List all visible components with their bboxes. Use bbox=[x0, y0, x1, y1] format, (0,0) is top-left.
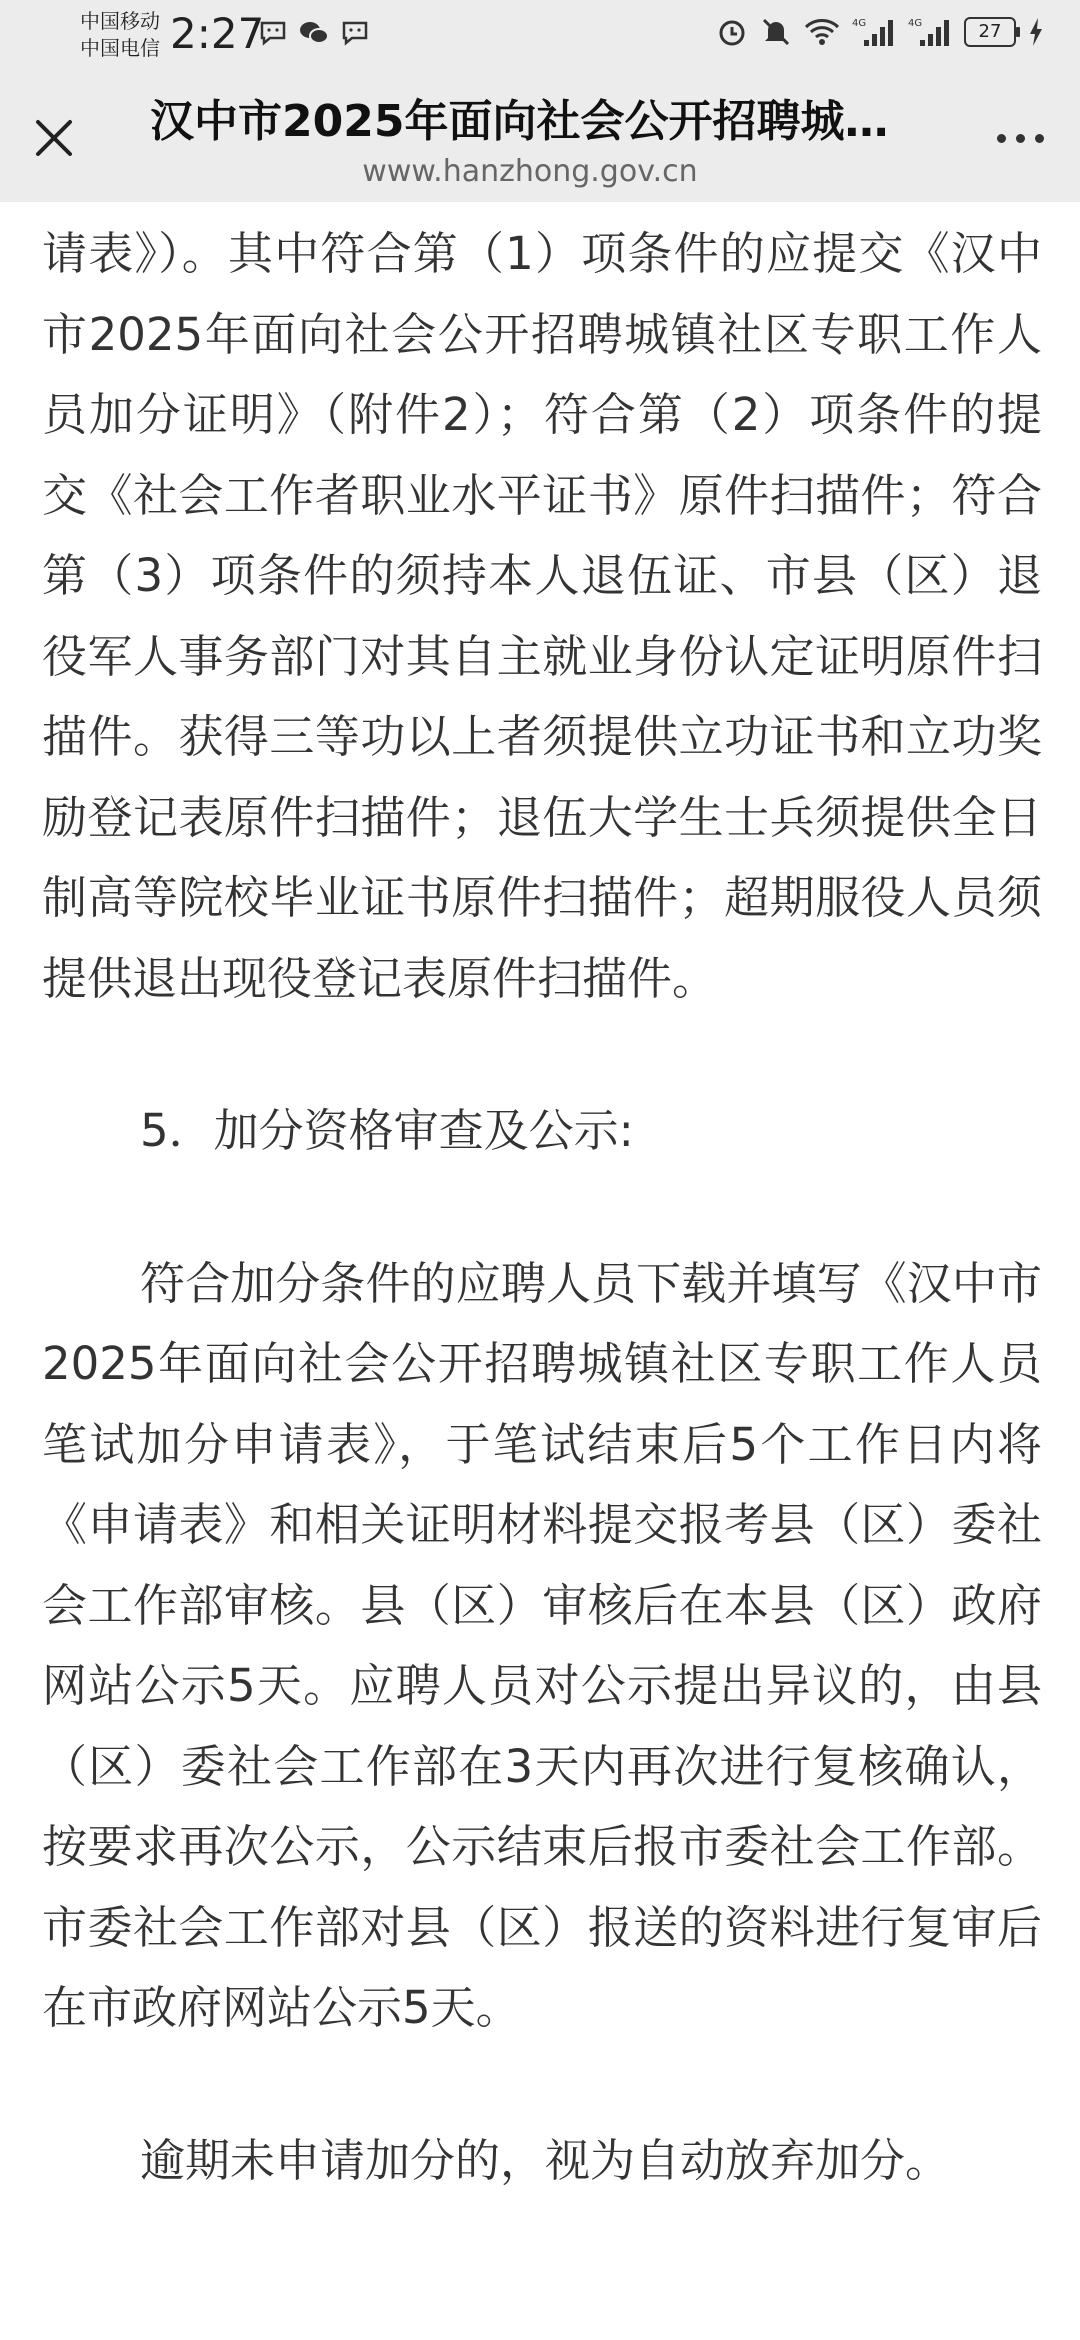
wifi-icon bbox=[804, 17, 840, 47]
more-dot bbox=[1016, 134, 1025, 143]
close-icon bbox=[28, 112, 80, 164]
page-url: www.hanzhong.gov.cn bbox=[362, 154, 698, 189]
signal-label: 4G bbox=[908, 18, 923, 29]
article-body bbox=[42, 214, 1042, 2201]
charging-bolt-icon bbox=[1028, 17, 1044, 47]
carrier-1: 中国移动 bbox=[80, 9, 160, 33]
article-paragraph: 符合加分条件的应聘人员下载并填写《汉中市2025年面向社会公开招聘城镇社区专职工作人员笔试加分申请表》，于笔试结束后5个工作日内将《申请表》和相关证明材料提交报考县（区）委社会工作部审核。县（区）审核后在本县（区）政府网站公示5天。应聘人员对公示提出异议的，由县（区）委社会工作部在3天内再次进行复核确认，按要求再次公示，公示结束后报市委社会工作部。市委社会工作部对县（区）报送的资料进行复审后在市政府网站公示5天。 bbox=[42, 1256, 1042, 2034]
article-paragraph: 逾期未申请加分的，视为自动放弃加分。 bbox=[140, 2133, 951, 2187]
carrier-2: 中国电信 bbox=[80, 36, 160, 60]
chat-bubble-icon bbox=[340, 18, 370, 48]
signal-icon bbox=[852, 16, 896, 48]
more-dot bbox=[1035, 134, 1044, 143]
paragraph-gap bbox=[42, 1019, 1042, 1091]
notification-icons bbox=[258, 18, 370, 48]
more-options-button[interactable] bbox=[997, 134, 1044, 143]
browser-title-bar bbox=[0, 72, 1080, 202]
section-heading: 5．加分资格审查及公示: bbox=[140, 1104, 634, 1157]
more-dot bbox=[997, 134, 1006, 143]
paragraph-gap bbox=[42, 1172, 1042, 1244]
alarm-icon bbox=[716, 16, 748, 48]
article-paragraph: 请表》）。其中符合第（1）项条件的应提交《汉中市2025年面向社会公开招聘城镇社区专职工作人员加分证明》（附件2）；符合第（2）项条件的提交《社会工作者职业水平证书》原件扫描件；符合第（3）项条件的须持本人退伍证、市县（区）退役军人事务部门对其自主就业身份认定证明原件扫描件。获得三等功以上者须提供立功证书和立功奖励登记表原件扫描件；退伍大学生士兵须提供全日制高等院校毕业证书原件扫描件；超期服役人员须提供退出现役登记表原件扫描件。 bbox=[42, 227, 1042, 1005]
status-bar bbox=[0, 0, 1080, 72]
carrier-labels bbox=[80, 8, 160, 62]
close-button[interactable] bbox=[28, 112, 80, 164]
signal-label: 4G bbox=[852, 18, 867, 29]
page-title: 汉中市2025年面向社会公开招聘城… bbox=[150, 96, 889, 147]
paragraph-gap bbox=[42, 2049, 1042, 2121]
chat-bubble-icon bbox=[258, 18, 288, 48]
system-icons bbox=[716, 16, 1044, 48]
signal-icon bbox=[908, 16, 952, 48]
mute-bell-icon bbox=[760, 16, 792, 48]
wechat-icon bbox=[298, 18, 330, 48]
battery-indicator: 27 bbox=[964, 17, 1016, 47]
clock: 2:27 bbox=[170, 9, 265, 58]
